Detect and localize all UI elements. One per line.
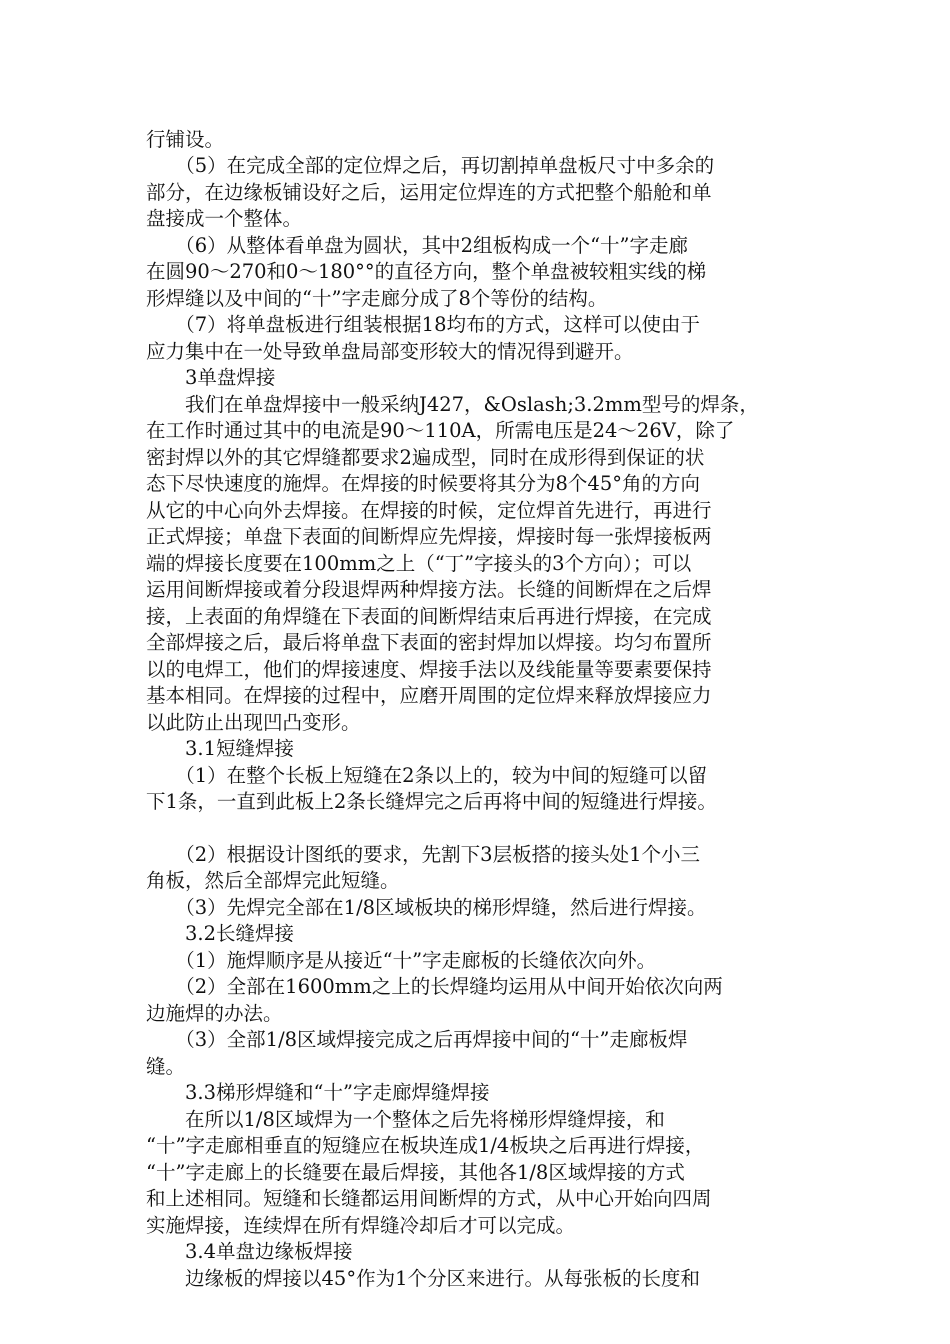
text-line: 以此防止出现凹凸变形。 bbox=[146, 711, 361, 734]
text-line: 边施焊的办法。 bbox=[146, 1002, 283, 1025]
text-line: “十”字走廊上的长缝要在最后焊接，其他各1/8区域焊接的方式 bbox=[146, 1161, 685, 1184]
section-heading: 3.1短缝焊接 bbox=[146, 737, 295, 760]
text-line: 端的焊接长度要在100mm之上（“丁”字接头的3个方向）；可以 bbox=[146, 552, 692, 575]
text-line: 角板，然后全部焊完此短缝。 bbox=[146, 869, 400, 892]
text-line: 我们在单盘焊接中一般采纳J427，&Oslash;3.2mm型号的焊条， bbox=[146, 393, 759, 416]
text-line: （6）从整体看单盘为圆状，其中2组板构成一个“十”字走廊 bbox=[146, 234, 689, 257]
text-line: 实施焊接，连续焊在所有焊缝冷却后才可以完成。 bbox=[146, 1214, 576, 1237]
text-line: 盘接成一个整体。 bbox=[146, 207, 303, 230]
text-line: 和上述相同。短缝和长缝都运用间断焊的方式，从中心开始向四周 bbox=[146, 1187, 712, 1210]
text-line: 从它的中心向外去焊接。在焊接的时候，定位焊首先进行，再进行 bbox=[146, 499, 712, 522]
text-line: （7）将单盘板进行组装根据18均布的方式，这样可以使由于 bbox=[146, 313, 700, 336]
text-line: （1）施焊顺序是从接近“十”字走廊板的长缝依次向外。 bbox=[146, 949, 657, 972]
text-line: 密封焊以外的其它焊缝都要求2遍成型，同时在成形得到保证的状 bbox=[146, 446, 705, 469]
text-line: 形焊缝以及中间的“十”字走廊分成了8个等份的结构。 bbox=[146, 287, 608, 310]
text-line: （2）根据设计图纸的要求，先割下3层板搭的接头处1个小三 bbox=[146, 843, 700, 866]
text-line: （3）先焊完全部在1/8区域板块的梯形焊缝，然后进行焊接。 bbox=[146, 896, 707, 919]
section-heading: 3.4单盘边缘板焊接 bbox=[146, 1240, 353, 1263]
text-line: 正式焊接；单盘下表面的间断焊应先焊接，焊接时每一张焊接板两 bbox=[146, 525, 712, 548]
text-line: （5）在完成全部的定位焊之后，再切割掉单盘板尺寸中多余的 bbox=[146, 154, 715, 177]
text-line: （3）全部1/8区域焊接完成之后再焊接中间的“十”走廊板焊 bbox=[146, 1028, 688, 1051]
text-line: 态下尽快速度的施焊。在焊接的时候要将其分为8个45°角的方向 bbox=[146, 472, 700, 495]
text-line: 运用间断焊接或着分段退焊两种焊接方法。长缝的间断焊在之后焊 bbox=[146, 578, 712, 601]
text-line: 接，上表面的角焊缝在下表面的间断焊结束后再进行焊接，在完成 bbox=[146, 605, 712, 628]
text-line: 部分，在边缘板铺设好之后，运用定位焊连的方式把整个船舱和单 bbox=[146, 181, 712, 204]
section-heading: 3.2长缝焊接 bbox=[146, 922, 295, 945]
text-line: 应力集中在一处导致单盘局部变形较大的情况得到避开。 bbox=[146, 340, 634, 363]
text-line: 以的电焊工，他们的焊接速度、焊接手法以及线能量等要素要保持 bbox=[146, 658, 712, 681]
section-heading: 3.3梯形焊缝和“十”字走廊焊缝焊接 bbox=[146, 1081, 490, 1104]
text-line: 在所以1/8区域焊为一个整体之后先将梯形焊缝焊接，和 bbox=[146, 1108, 665, 1131]
text-line: 在圆90～270和0～180°°的直径方向，整个单盘被较粗实线的梯 bbox=[146, 260, 707, 283]
text-line: 行铺设。 bbox=[146, 128, 225, 151]
text-line: 缝。 bbox=[146, 1055, 186, 1078]
text-line: “十”字走廊相垂直的短缝应在板块连成1/4板块之后再进行焊接， bbox=[146, 1134, 705, 1157]
section-heading: 3单盘焊接 bbox=[146, 366, 276, 389]
text-line: 边缘板的焊接以45°作为1个分区来进行。从每张板的长度和 bbox=[146, 1267, 700, 1290]
text-line: 全部焊接之后，最后将单盘下表面的密封焊加以焊接。均匀布置所 bbox=[146, 631, 712, 654]
text-line: （1）在整个长板上短缝在2条以上的，较为中间的短缝可以留 bbox=[146, 764, 708, 787]
text-line: 在工作时通过其中的电流是90～110A，所需电压是24～26V，除了 bbox=[146, 419, 735, 442]
text-line: 下1条，一直到此板上2条长缝焊完之后再将中间的短缝进行焊接。 bbox=[146, 790, 717, 813]
text-line: （2）全部在1600mm之上的长焊缝均运用从中间开始依次向两 bbox=[146, 975, 723, 998]
text-line: 基本相同。在焊接的过程中，应磨开周围的定位焊来释放焊接应力 bbox=[146, 684, 712, 707]
